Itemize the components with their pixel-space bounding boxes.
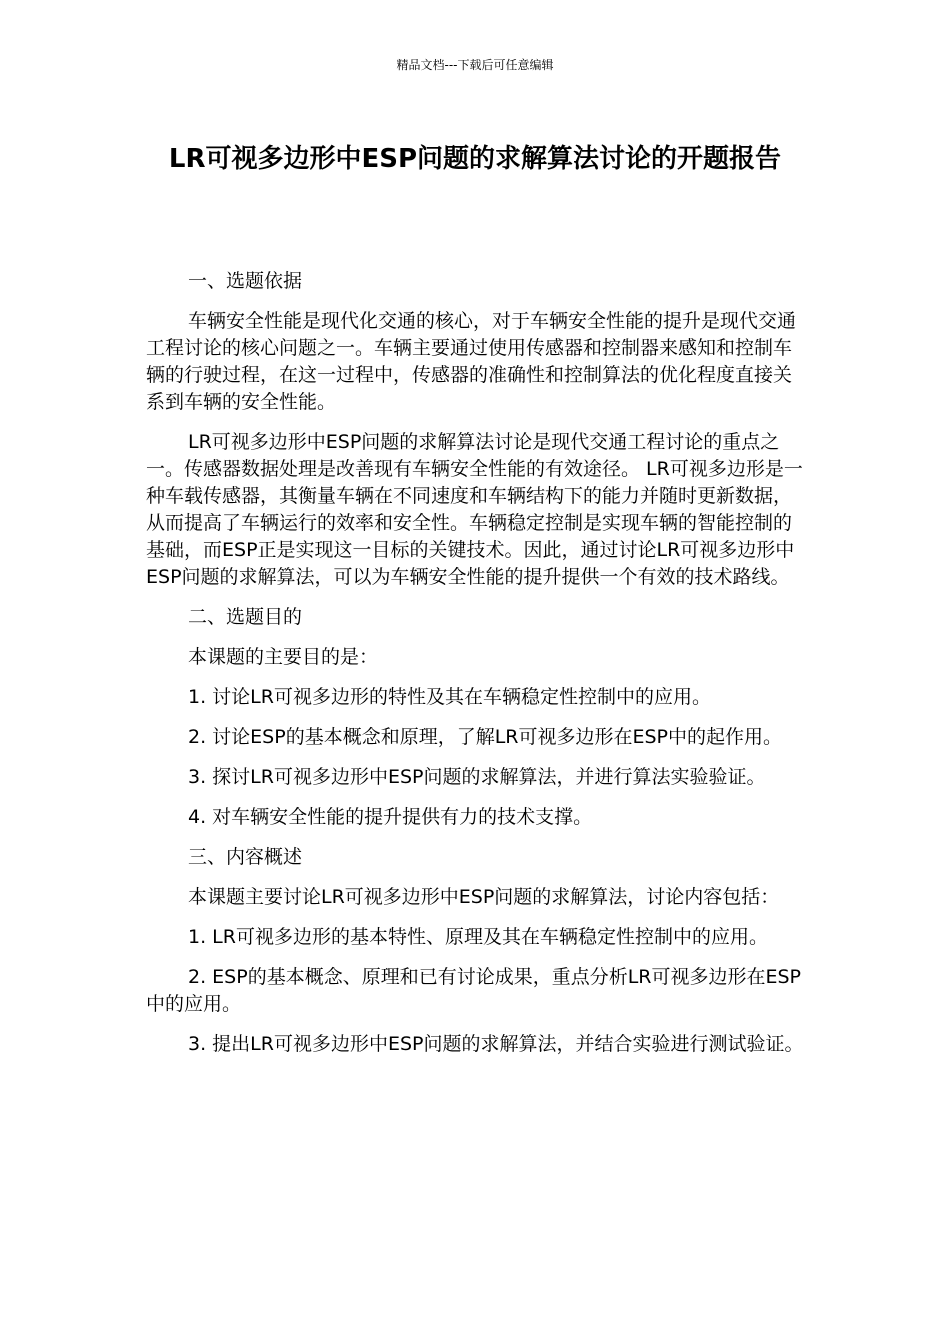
- paragraph: 本课题主要讨论LR可视多边形中ESP问题的求解算法，讨论内容包括：: [188, 886, 780, 908]
- list-item: 4. 对车辆安全性能的提升提供有力的技术支撑。: [188, 806, 593, 828]
- list-item: 3. 探讨LR可视多边形中ESP问题的求解算法，并进行算法实验验证。: [188, 766, 766, 788]
- list-item: 2. 讨论ESP的基本概念和原理，了解LR可视多边形在ESP中的起作用。: [188, 726, 783, 748]
- list-item: 1. 讨论LR可视多边形的特性及其在车辆稳定性控制中的应用。: [188, 686, 711, 708]
- section-heading: 三、内容概述: [188, 846, 303, 868]
- list-item: 1. LR可视多边形的基本特性、原理及其在车辆稳定性控制中的应用。: [188, 926, 768, 948]
- document-body: [146, 268, 810, 1058]
- section-heading: 一、选题依据: [188, 270, 303, 292]
- paragraph: LR可视多边形中ESP问题的求解算法讨论是现代交通工程讨论的重点之一。传感器数据处理是改善现有车辆安全性能的有效途径。 LR可视多边形是一种车载传感器，其衡量车辆在不同速度和车辆结构下的能力并随时更新数据，从而提高了车辆运行的效率和安全性。车辆稳定控制是实现车辆的智能控制的基础，而ESP正是实现这一目标的关键技术。因此，通过讨论LR可视多边形中ESP问题的求解算法，可以为车辆安全性能的提升提供一个有效的技术路线。: [146, 431, 803, 588]
- page-header: 精品文档---下载后可任意编辑: [396, 58, 554, 72]
- section-heading: 二、选题目的: [188, 606, 303, 628]
- document-title: LR可视多边形中ESP问题的求解算法讨论的开题报告: [168, 144, 782, 174]
- paragraph: 本课题的主要目的是：: [188, 646, 379, 668]
- list-item: 2. ESP的基本概念、原理和已有讨论成果，重点分析LR可视多边形在ESP中的应用。: [146, 966, 802, 1015]
- list-item: 3. 提出LR可视多边形中ESP问题的求解算法，并结合实验进行测试验证。: [188, 1033, 804, 1055]
- paragraph: 车辆安全性能是现代化交通的核心，对于车辆安全性能的提升是现代交通工程讨论的核心问题之一。车辆主要通过使用传感器和控制器来感知和控制车辆的行驶过程，在这一过程中，传感器的准确性和控制算法的优化程度直接关系到车辆的安全性能。: [146, 310, 797, 413]
